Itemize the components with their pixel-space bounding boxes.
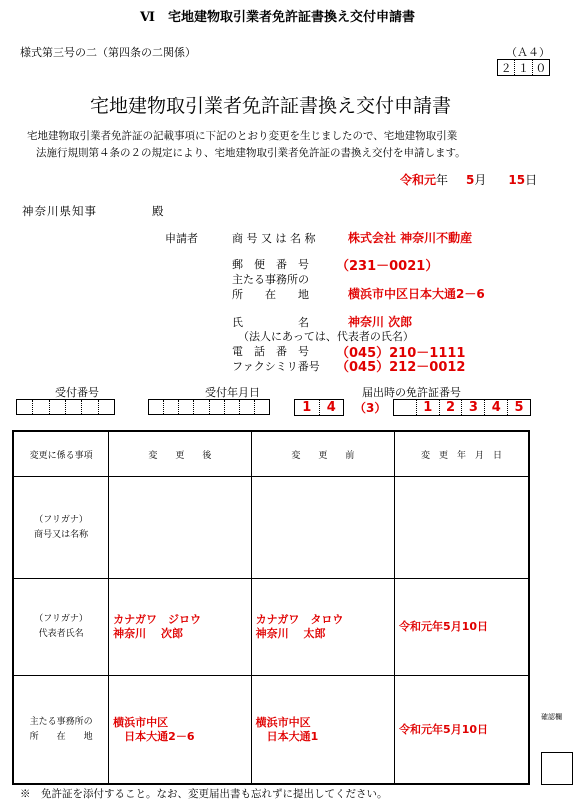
column-header: 変 更 前 — [251, 431, 394, 477]
code-digit: ０ — [532, 60, 549, 75]
row-label: （フリガナ） 商号又は名称 — [13, 477, 109, 579]
intro-line-2: 法施行規則第４条の２の規定により、宅地建物取引業者免許証の書換え交付を申請します。 — [36, 147, 466, 159]
addressee-honorific: 殿 — [152, 204, 164, 218]
license-number-digit: 5 — [507, 400, 530, 415]
reception-number-box — [16, 399, 115, 415]
form-number: 様式第三号の二（第四条の二関係） — [20, 46, 196, 59]
after-value — [109, 477, 251, 579]
change-table — [12, 430, 530, 785]
representative-label: 氏 名 — [232, 316, 309, 329]
code-digit: １ — [514, 60, 531, 75]
date-year-unit: 年 — [436, 173, 449, 187]
company-name-label: 商 号 又 は 名 称 — [232, 232, 316, 245]
reception-number-label: 受付番号 — [55, 386, 99, 399]
license-office-box — [294, 399, 344, 416]
postal-label: 郵 便 番 号 — [232, 258, 309, 271]
page-title: 宅地建物取引業者免許証書換え交付申請書 — [90, 95, 452, 117]
after-value: カナガワ ジロウ 神奈川 次郎 — [109, 579, 251, 676]
change-date — [395, 477, 529, 579]
after-value: 横浜市中区 日本大通2－6 — [109, 676, 251, 785]
section-heading: Ⅵ 宅地建物取引業者免許証書換え交付申請書 — [140, 10, 415, 25]
table-row — [13, 676, 529, 785]
addressee-governor: 神奈川県知事 — [22, 204, 97, 218]
reception-date-label: 受付年月日 — [205, 386, 260, 399]
date-month: 5 — [466, 173, 475, 187]
footnote: ※ 免許証を添付すること。なお、変更届出書も忘れずに提出してください。 — [20, 788, 388, 800]
table-header-row — [13, 431, 529, 477]
column-header: 変更に係る事項 — [13, 431, 109, 477]
row-label: 主たる事務所の 所 在 地 — [13, 676, 109, 785]
license-renewal-count: （3） — [354, 401, 387, 415]
code-box — [497, 59, 550, 76]
date-era-year: 令和元 — [400, 173, 437, 187]
license-office-digit: 1 — [302, 400, 312, 415]
license-number-digit: 3 — [461, 400, 484, 415]
date-day-unit: 日 — [525, 173, 538, 187]
paper-size: （Ａ４） — [506, 46, 550, 59]
before-value — [251, 477, 394, 579]
license-number-digit: 2 — [439, 400, 462, 415]
office-label-1: 主たる事務所の — [232, 273, 309, 286]
before-value: カナガワ タロウ 神奈川 太郎 — [251, 579, 394, 676]
change-date: 令和元年5月10日 — [395, 676, 529, 785]
reception-date-box — [148, 399, 270, 415]
change-date: 令和元年5月10日 — [395, 579, 529, 676]
representative-note: （法人にあっては、代表者の氏名） — [238, 330, 414, 343]
fax-value: （045）212－0012 — [336, 360, 466, 375]
license-number-label: 届出時の免許証番号 — [362, 386, 461, 399]
application-date — [400, 171, 537, 188]
phone-label: 電 話 番 号 — [232, 345, 309, 358]
date-month-unit: 月 — [474, 173, 487, 187]
license-number-box — [393, 399, 531, 416]
postal-value: （231－0021） — [336, 259, 439, 274]
before-value: 横浜市中区 日本大通1 — [251, 676, 394, 785]
row-label: （フリガナ） 代表者氏名 — [13, 579, 109, 676]
intro-line-1: 宅地建物取引業者免許証の記載事項に下記のとおり変更を生じましたので、宅地建物取引業 — [27, 130, 458, 142]
column-header: 変 更 年 月 日 — [395, 431, 529, 477]
table-row — [13, 477, 529, 579]
office-address-value: 横浜市中区日本大通2－6 — [348, 287, 485, 301]
applicant-label: 申請者 — [165, 232, 198, 245]
fax-label: ファクシミリ番号 — [232, 360, 320, 373]
representative-value: 神奈川 次郎 — [348, 315, 413, 329]
column-header: 変 更 後 — [109, 431, 251, 477]
phone-value: （045）210－1111 — [336, 346, 466, 361]
company-name-value: 株式会社 神奈川不動産 — [348, 231, 473, 245]
code-digit: ２ — [500, 61, 512, 75]
date-day: 15 — [508, 173, 526, 187]
table-row — [13, 579, 529, 676]
office-label-2: 所 在 地 — [232, 288, 309, 301]
confirm-label: 確認欄 — [541, 713, 562, 721]
license-number-digit: 1 — [416, 400, 439, 415]
confirm-box — [541, 752, 573, 785]
license-number-digit: 4 — [484, 400, 507, 415]
license-office-digit: 4 — [319, 400, 344, 415]
